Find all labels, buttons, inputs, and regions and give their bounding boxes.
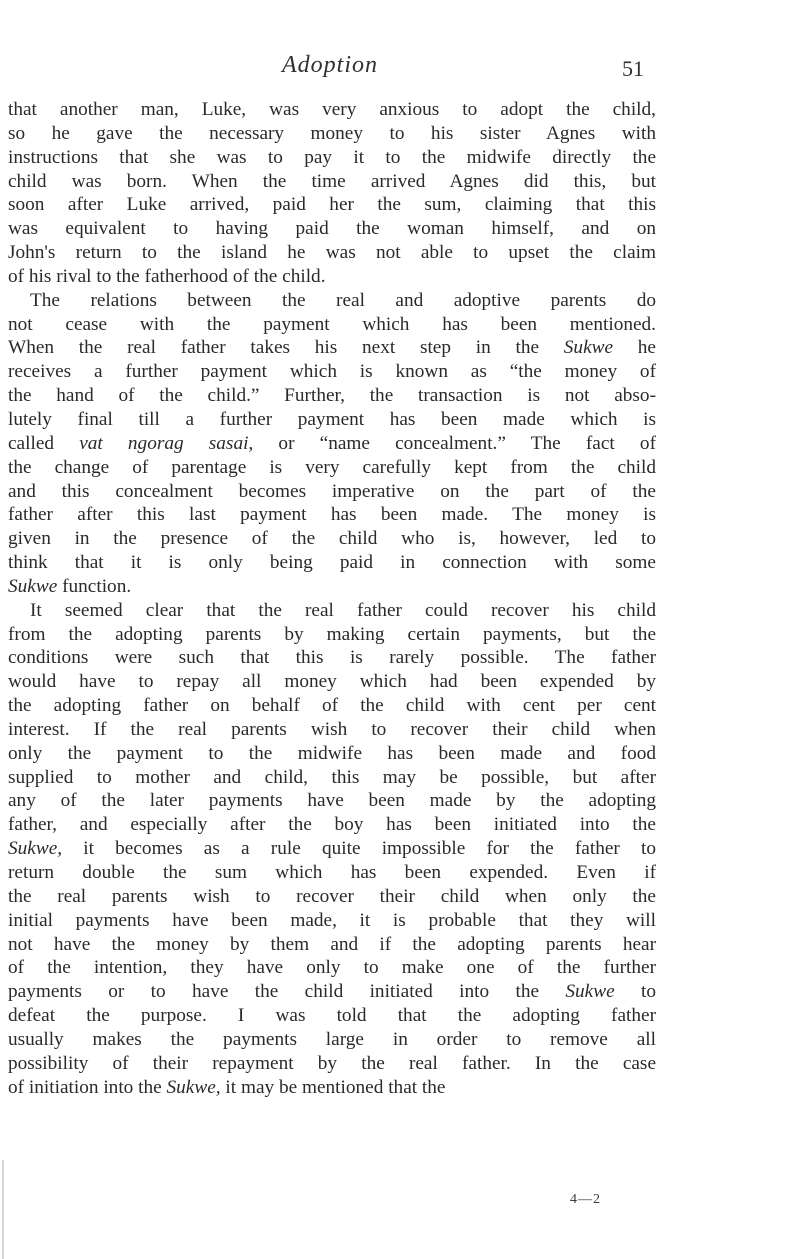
text-segment: the hand of the child.” Further, the transaction is not abso- xyxy=(8,385,656,407)
text-line xyxy=(8,217,656,241)
text-line xyxy=(8,146,656,170)
page-edge-shadow xyxy=(2,1160,4,1259)
text-segment: It seemed clear that the real father could recover his child xyxy=(30,599,656,621)
text-segment: not have the money by them and if the adopting parents hear xyxy=(8,933,656,955)
text-segment: payments or to have the child initiated into the xyxy=(8,981,566,1003)
text-segment: defeat the purpose. I was told that the adopting father xyxy=(8,1005,656,1027)
text-line xyxy=(8,956,656,980)
text-line xyxy=(8,933,656,957)
text-line xyxy=(8,813,656,837)
text-segment: was equivalent to having paid the woman himself, and on xyxy=(8,218,656,240)
text-line xyxy=(8,1052,656,1076)
text-line xyxy=(8,789,656,813)
text-line xyxy=(8,360,656,384)
text-segment: John's return to the island he was not able to upset the claim xyxy=(8,242,656,264)
text-segment: and this concealment becomes imperative on the part of the xyxy=(8,480,656,502)
text-line xyxy=(8,670,656,694)
running-head xyxy=(0,52,788,86)
text-line xyxy=(8,336,656,360)
text-line xyxy=(8,909,656,933)
signature-mark: 4—2 xyxy=(570,1192,601,1207)
text-segment: supplied to mother and child, this may be possible, but after xyxy=(8,766,656,788)
text-segment: the real parents wish to recover their child when only the xyxy=(8,885,656,907)
text-line xyxy=(8,623,656,647)
text-segment: function. xyxy=(57,575,132,597)
text-segment: that another man, Luke, was very anxious to adopt the child, xyxy=(8,99,656,120)
text-line xyxy=(8,289,656,313)
text-line xyxy=(8,456,656,480)
text-line xyxy=(8,1028,656,1052)
text-line xyxy=(8,766,656,790)
text-segment: any of the later payments have been made by the adopting xyxy=(8,790,656,812)
text-line xyxy=(8,503,656,527)
text-segment: conditions were such that this is rarely possible. The father xyxy=(8,647,656,669)
text-segment: or “name concealment.” The fact of xyxy=(253,432,656,454)
text-segment: only the payment to the midwife has been made and food xyxy=(8,742,656,764)
text-line xyxy=(8,408,656,432)
text-line xyxy=(8,384,656,408)
text-line xyxy=(8,170,656,194)
text-segment: think that it is only being paid in connection with some xyxy=(8,552,656,574)
italic-term: Sukwe, xyxy=(166,1076,221,1098)
text-line xyxy=(8,694,656,718)
italic-term: Sukwe xyxy=(563,337,614,359)
text-segment: return double the sum which has been expended. Even if xyxy=(8,862,656,883)
text-line xyxy=(8,980,656,1004)
text-segment: initial payments have been made, it is probable that they will xyxy=(8,909,656,931)
text-segment: receives a further payment which is known as “the money of xyxy=(8,361,656,383)
text-segment: soon after Luke arrived, paid her the sum, claiming that this xyxy=(8,194,656,216)
text-segment: of his rival to the fatherhood of the child. xyxy=(8,265,326,287)
text-segment: usually makes the payments large in order to remove all xyxy=(8,1028,656,1050)
text-segment: from the adopting parents by making certain payments, but the xyxy=(8,623,656,645)
text-segment: it becomes as a rule quite impossible for the father to xyxy=(62,838,656,860)
text-segment: The relations between the real and adoptive parents do xyxy=(30,289,656,311)
text-line xyxy=(8,98,656,122)
text-line xyxy=(8,885,656,909)
text-segment: the change of parentage is very carefully kept from the child xyxy=(8,456,656,478)
text-line xyxy=(8,575,656,599)
text-line xyxy=(8,718,656,742)
text-segment: the adopting father on behalf of the child with cent per cent xyxy=(8,695,656,717)
running-title: Adoption xyxy=(282,52,378,78)
text-line xyxy=(8,599,656,623)
text-line xyxy=(8,861,656,885)
text-line xyxy=(8,122,656,146)
text-segment: called xyxy=(8,432,80,454)
text-line xyxy=(8,432,656,456)
text-segment: instructions that she was to pay it to the midwife directly the xyxy=(8,146,656,168)
text-segment: When the real father takes his next step in the xyxy=(8,337,564,359)
text-line xyxy=(8,1004,656,1028)
italic-term: Sukwe xyxy=(8,575,58,597)
body-text xyxy=(8,98,656,1099)
text-segment: to xyxy=(614,981,656,1003)
text-segment: he xyxy=(613,337,656,359)
text-line xyxy=(8,1076,656,1100)
text-line xyxy=(8,527,656,551)
text-line xyxy=(8,551,656,575)
text-segment: father, and especially after the boy has been initiated into the xyxy=(8,814,656,836)
text-segment: possibility of their repayment by the real father. In the case xyxy=(8,1052,656,1074)
text-line xyxy=(8,193,656,217)
text-segment: lutely final till a further payment has been made which is xyxy=(8,408,656,430)
text-segment: of initiation into the xyxy=(8,1076,167,1098)
italic-term: vat ngorag sasai, xyxy=(79,432,254,454)
text-segment: would have to repay all money which had been expended by xyxy=(8,671,656,693)
text-segment: so he gave the necessary money to his sister Agnes with xyxy=(8,122,656,144)
text-line xyxy=(8,241,656,265)
italic-term: Sukwe, xyxy=(8,838,63,860)
text-line xyxy=(8,313,656,337)
text-line xyxy=(8,265,656,289)
text-segment: child was born. When the time arrived Agnes did this, but xyxy=(8,170,656,192)
text-segment: of the intention, they have only to make one of the further xyxy=(8,957,656,979)
text-segment: interest. If the real parents wish to recover their child when xyxy=(8,718,656,740)
text-segment: father after this last payment has been made. The money is xyxy=(8,504,656,526)
text-segment: given in the presence of the child who is, however, led to xyxy=(8,528,656,550)
text-segment: it may be mentioned that the xyxy=(220,1076,446,1098)
text-line xyxy=(8,480,656,504)
page-number: 51 xyxy=(622,56,644,81)
text-line xyxy=(8,742,656,766)
text-line xyxy=(8,646,656,670)
italic-term: Sukwe xyxy=(565,981,615,1003)
text-segment: not cease with the payment which has been mentioned. xyxy=(8,313,656,335)
text-line xyxy=(8,837,656,861)
